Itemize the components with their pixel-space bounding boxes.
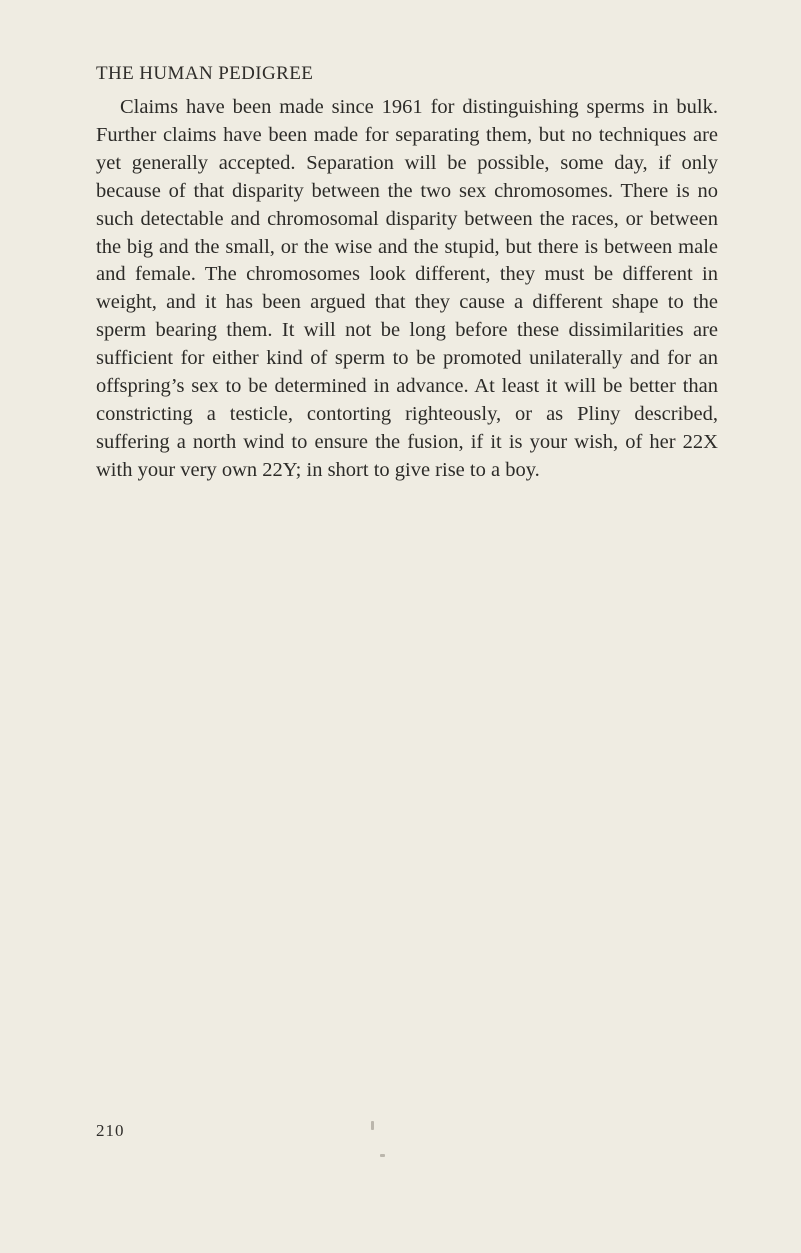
body-paragraph: Claims have been made since 1961 for distinguishing sperms in bulk. Further claims have been made for separating them, but no techniques are yet generally accepted. Separation will be possible, some day, if only because of that disparity between the two sex chromosomes. There is no such detectable and chromosomal disparity between the races, or between the big and the small, or the wise and the stupid, but there is between male and female. The chromosomes look different, they must be different in weight, and it has been argued that they cause a different shape to the sperm bearing them. It will not be long before these dissimilarities are sufficient for either kind of sperm to be promoted unilaterally and for an offspring’s sex to be determined in advance. At least it will be better than constricting a testicle, contorting righteously, or as Pliny described, suffering a north wind to ensure the fusion, if it is your wish, of her 22X with your very own 22Y; in short to give rise to a boy. [96,96,718,481]
paper-speck [380,1154,385,1157]
paper-speck [371,1121,374,1130]
page-number: 210 [96,1121,125,1140]
running-head: THE HUMAN PEDIGREE [96,63,314,84]
